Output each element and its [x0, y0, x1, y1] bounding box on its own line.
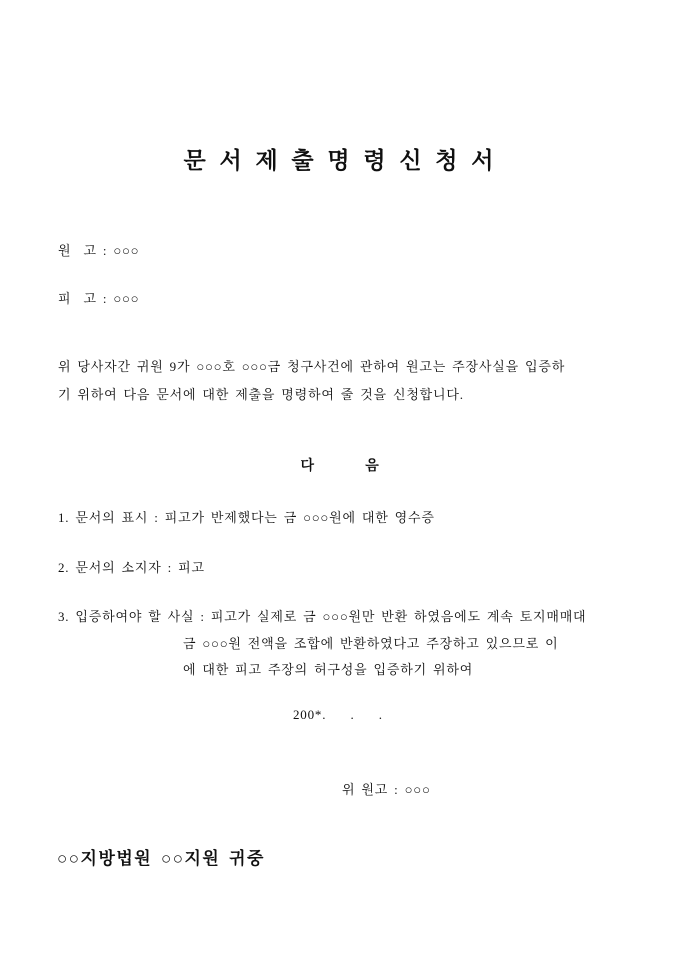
list-item-facts-to-prove-continuation: 에 대한 피고 주장의 허구성을 입증하기 위하여	[183, 662, 474, 677]
section-heading-daum: 다 음	[300, 459, 380, 474]
defendant-line: 피 고 : ○○○	[58, 291, 140, 306]
signer-line: 위 원고 : ○○○	[342, 782, 431, 797]
body-paragraph-line: 위 당사자간 귀원 9가 ○○○호 ○○○금 청구사건에 관하여 원고는 주장사실을 입증하	[58, 359, 566, 374]
list-item-document-description: 1. 문서의 표시 : 피고가 반제했다는 금 ○○○원에 대한 영수증	[58, 510, 435, 525]
body-paragraph-line: 기 위하여 다음 문서에 대한 제출을 명령하여 줄 것을 신청합니다.	[58, 387, 464, 402]
page-title: 문 서 제 출 명 령 신 청 서	[183, 148, 497, 173]
list-item-facts-to-prove-continuation: 금 ○○○원 전액을 조합에 반환하였다고 주장하고 있으므로 이	[183, 636, 559, 651]
list-item-document-holder: 2. 문서의 소지자 : 피고	[58, 560, 205, 575]
date-placeholder: 200*. . .	[293, 707, 383, 722]
plaintiff-line: 원 고 : ○○○	[58, 243, 140, 258]
list-item-facts-to-prove: 3. 입증하여야 할 사실 : 피고가 실제로 금 ○○○원만 반환 하였음에도 계속 토지매매대	[58, 609, 587, 624]
court-address-line: ○○지방법원 ○○지원 귀중	[57, 849, 265, 868]
